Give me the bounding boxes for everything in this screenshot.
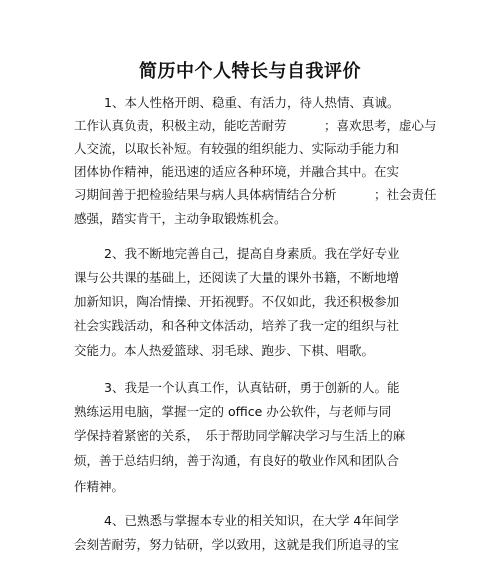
paragraph-line: 社会实践活动，和各种文体活动，培养了我一定的组织与社 — [74, 318, 400, 333]
paragraph-line: 课与公共课的基础上，还阅读了大量的课外书籍，不断地增 — [74, 270, 400, 285]
paragraph-line: 习期间善于把检验结果与病人具体病情结合分析 ；社会责任 — [74, 187, 437, 202]
paragraph-line: 烦，善于总结归纳，善于沟通，有良好的敬业作风和团队合 — [74, 453, 400, 468]
paragraph-line: 加新知识，陶冶情操、开拓视野。不仅如此，我还积极参加 — [74, 294, 400, 309]
paragraph-line: 作精神。 — [74, 479, 125, 494]
paragraph-line: 2、我不断地完善自己，提高自身素质。我在学好专业 — [104, 246, 400, 261]
paragraph-line: 4、已熟悉与掌握本专业的相关知识，在大学 4年间学 — [104, 513, 399, 528]
paragraph-line: 会刻苦耐劳，努力钻研，学以致用，这就是我们所追寻的宝 — [74, 537, 400, 552]
paragraph-line: 交能力。本人热爱篮球、羽毛球、跑步、下棋、唱歌。 — [74, 343, 375, 358]
paragraph-line: 人交流，以取长补短。有较强的组织能力、实际动手能力和 — [74, 141, 400, 156]
paragraph-line: 工作认真负责，积极主动，能吃苦耐劳 ；喜欢思考，虚心与 — [74, 118, 437, 133]
paragraph-line: 团体协作精神，能迅速的适应各种环境，并融合其中。在实 — [74, 164, 400, 179]
paragraph-line: 学保持着紧密的关系， 乐于帮助同学解决学习与生活上的麻 — [74, 428, 406, 443]
paragraph-line: 1、本人性格开朗、稳重、有活力，待人热情、真诚。 — [104, 95, 400, 110]
document-title: 简历中个人特长与自我评价 — [139, 61, 361, 82]
paragraph-line: 感强，踏实肯干，主动争取锻炼机会。 — [74, 211, 287, 226]
paragraph-line: 3、我是一个认真工作，认真钻研，勇于创新的人。能 — [104, 380, 400, 395]
paragraph-line: 熟练运用电脑，掌握一定的 office 办公软件，与老师与同 — [74, 404, 392, 419]
